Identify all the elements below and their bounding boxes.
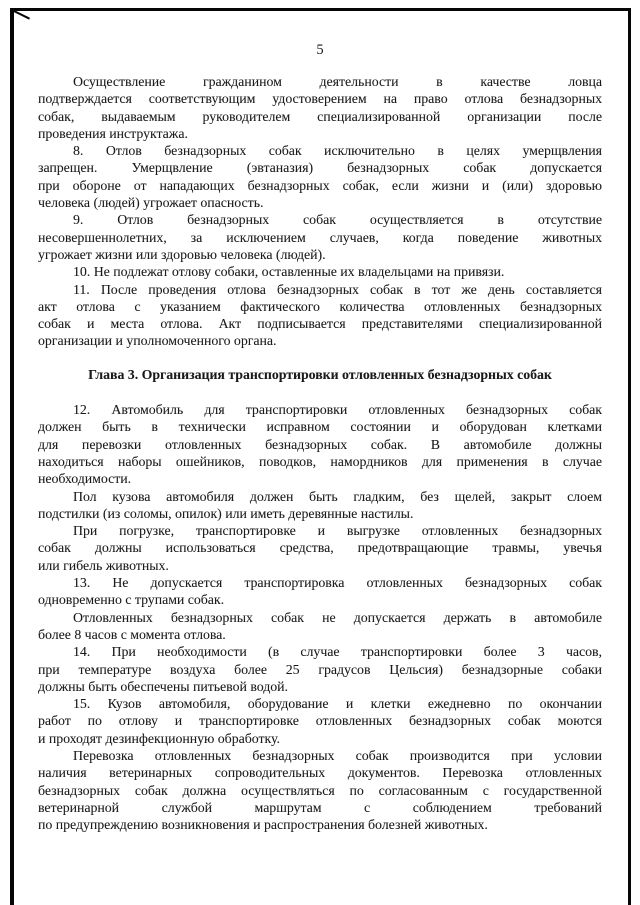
text-line: безнадзорных собак должна осуществляться по согласованным с государственной: [38, 782, 602, 798]
text-line: 14. При необходимости (в случае транспортировки более 3 часов,: [73, 644, 602, 660]
text-line: 11. После проведения отлова безнадзорных собак в тот же день составляется: [73, 281, 602, 297]
paragraph: [38, 522, 602, 574]
text-line: организации и уполномоченного органа.: [38, 333, 277, 349]
page-number: 5: [316, 42, 324, 58]
text-line: 12. Автомобиль для транспортировки отловленных безнадзорных собак: [73, 402, 602, 418]
paragraph: [38, 142, 602, 211]
text-line: собак и места отлова. Акт подписывается представителями специализированной: [38, 316, 602, 332]
document-body: [38, 73, 602, 833]
text-line: запрещен. Умерщвление (эвтаназия) безнадзорных собак допускается: [38, 160, 602, 176]
text-line: работ по отлову и транспортировке отловленных безнадзорных собак моются: [38, 713, 602, 729]
text-line: находиться наборы ошейников, поводков, намордников для применения в случае: [38, 453, 602, 469]
text-line: проведения инструктажа.: [38, 125, 188, 141]
paragraph: [38, 695, 602, 747]
text-line: при температуре воздуха более 25 градусов Цельсия) безнадзорные собаки: [38, 661, 602, 677]
text-line: для перевозки отловленных безнадзорных собак. В автомобиле должны: [38, 436, 602, 452]
scan-border-left: [10, 8, 14, 905]
paragraph: [38, 211, 602, 263]
text-line: 10. Не подлежат отлову собаки, оставленные их владельцами на привязи.: [73, 264, 505, 280]
text-line: Осуществление гражданином деятельности в качестве ловца: [73, 74, 602, 89]
text-line: наличия ветеринарных сопроводительных документов. Перевозка отловленных: [38, 765, 602, 781]
paragraph: [38, 747, 602, 833]
paragraph: [38, 281, 602, 350]
text-line: должны быть обеспечены питьевой водой.: [38, 678, 289, 694]
text-line: Пол кузова автомобиля должен быть гладким, без щелей, закрыт слоем: [73, 488, 602, 504]
text-line: должен быть в технически исправном состоянии и оборудован клетками: [38, 419, 602, 435]
text-line: более 8 часов с момента отлова.: [38, 626, 226, 642]
scan-border-right: [628, 8, 631, 905]
text-line: Перевозка отловленных безнадзорных собак производится при условии: [73, 747, 602, 763]
paragraph: [38, 609, 602, 644]
scan-border-top: [10, 8, 631, 11]
paragraph: [38, 643, 602, 695]
text-line: одновременно с трупами собак.: [38, 592, 225, 608]
text-line: При погрузке, транспортировке и выгрузке отловленных безнадзорных: [73, 523, 602, 539]
text-line: ветеринарной службой маршрутам с соблюдением требований: [38, 799, 602, 815]
chapter-heading: [38, 366, 602, 383]
text-line: собак должны использоваться средства, предотвращающие травмы, увечья: [38, 540, 602, 556]
text-line: при обороне от нападающих безнадзорных собак, если жизни и (или) здоровью: [38, 177, 602, 193]
text-line: Отловленных безнадзорных собак не допускается держать в автомобиле: [73, 609, 602, 625]
paragraph: [38, 574, 602, 609]
text-line: несовершеннолетних, за исключением случаев, когда поведение животных: [38, 229, 602, 245]
paragraph: [38, 488, 602, 523]
text-line: Глава 3. Организация транспортировки отловленных безнадзорных собак: [88, 366, 552, 382]
paragraph: [38, 401, 602, 487]
text-line: по предупреждению возникновения и распространения болезней животных.: [38, 817, 488, 833]
text-line: собак, выдаваемым руководителем специализированной организации после: [38, 108, 602, 124]
text-line: или гибель животных.: [38, 557, 169, 573]
text-line: угрожает жизни или здоровью человека (людей).: [38, 246, 326, 262]
text-line: подстилки (из соломы, опилок) или иметь деревянные настилы.: [38, 505, 414, 521]
text-line: 13. Не допускается транспортировка отловленных безнадзорных собак: [73, 575, 602, 591]
text-line: 8. Отлов безнадзорных собак исключительно в целях умерщвления: [73, 143, 602, 159]
text-line: подтверждается соответствующим удостоверением на право отлова безнадзорных: [38, 91, 602, 107]
text-line: человека (людей) угрожает опасность.: [38, 195, 264, 211]
text-line: 9. Отлов безнадзорных собак осуществляется в отсутствие: [73, 212, 602, 228]
paragraph: [38, 263, 602, 280]
text-line: акт отлова с указанием фактического количества отловленных безнадзорных: [38, 298, 602, 314]
text-line: необходимости.: [38, 471, 132, 487]
text-line: 15. Кузов автомобиля, оборудование и клетки ежедневно по окончании: [73, 696, 602, 712]
paragraph: [38, 73, 602, 142]
text-line: и проходят дезинфекционную обработку.: [38, 730, 280, 746]
